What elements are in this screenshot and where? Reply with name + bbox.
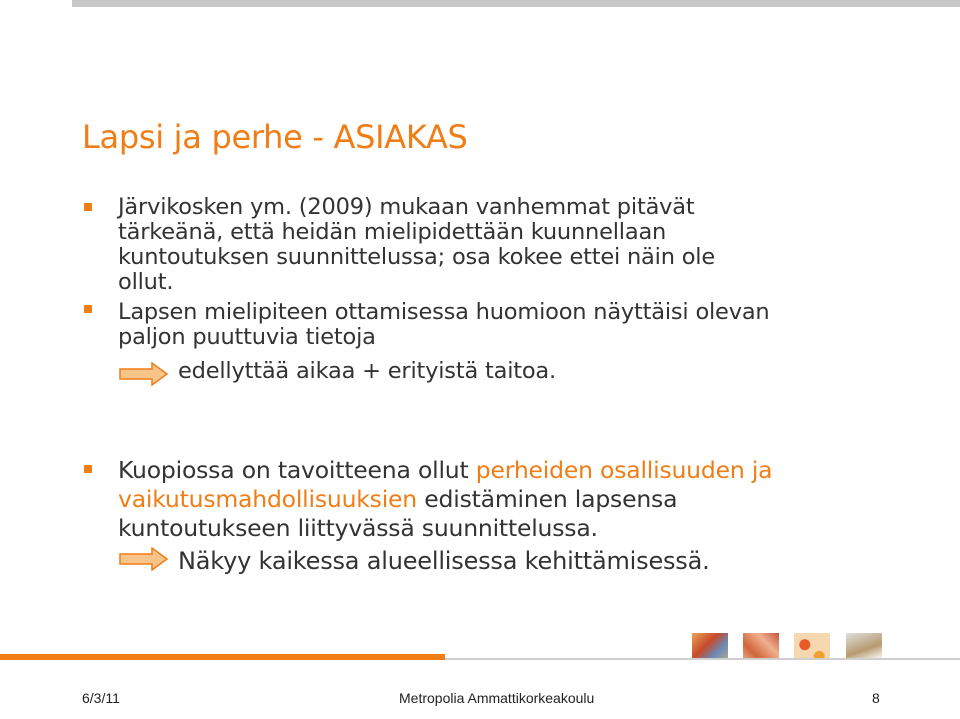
bullet-3-arrow-text: Näkyy kaikessa alueellisessa kehittämisessä. — [178, 547, 710, 575]
right-arrow-icon — [119, 362, 169, 386]
bullet-3-text-part: edistäminen lapsensa — [417, 485, 678, 513]
footer-organization: Metropolia Ammattikorkeakoulu — [399, 690, 595, 706]
bullet-1-line: tärkeänä, että heidän mielipidettään kuunnellaan — [118, 219, 667, 245]
bullet-3-line-2 — [118, 485, 772, 514]
bullet-1-line: ollut. — [118, 269, 174, 295]
bullet-3-text-part: Kuopiossa on tavoitteena ollut — [118, 456, 476, 484]
footer-page-number: 8 — [872, 690, 880, 706]
bullet-2-line: paljon puuttuvia tietoja — [118, 324, 376, 350]
footer-date: 6/3/11 — [82, 690, 120, 706]
bullet-3-highlight: perheiden osallisuuden ja — [475, 456, 773, 484]
bullet-marker — [84, 465, 92, 473]
bullet-marker — [84, 203, 92, 211]
bullet-marker — [84, 305, 92, 313]
bullet-2-text — [118, 300, 769, 350]
slide-title: Lapsi ja perhe - ASIAKAS — [82, 118, 468, 156]
bullet-2-line: Lapsen mielipiteen ottamisessa huomioon näyttäisi olevan — [118, 299, 770, 325]
bullet-3-highlight: vaikutusmahdollisuuksien — [118, 485, 418, 513]
right-arrow-icon — [119, 547, 169, 571]
bullet-1-line: Järvikosken ym. (2009) mukaan vanhemmat pitävät — [118, 194, 695, 220]
top-rule — [72, 0, 960, 7]
bullet-3-line-3: kuntoutukseen liittyvässä suunnittelussa. — [118, 514, 598, 542]
bullet-2-arrow-text: edellyttää aikaa + erityistä taitoa. — [178, 358, 556, 384]
bullet-3-line-1 — [118, 456, 772, 485]
bullet-1-text — [118, 195, 715, 295]
bullet-3-text — [118, 456, 772, 543]
bullet-1-line: kuntoutuksen suunnittelussa; osa kokee ettei näin ole — [118, 244, 715, 270]
